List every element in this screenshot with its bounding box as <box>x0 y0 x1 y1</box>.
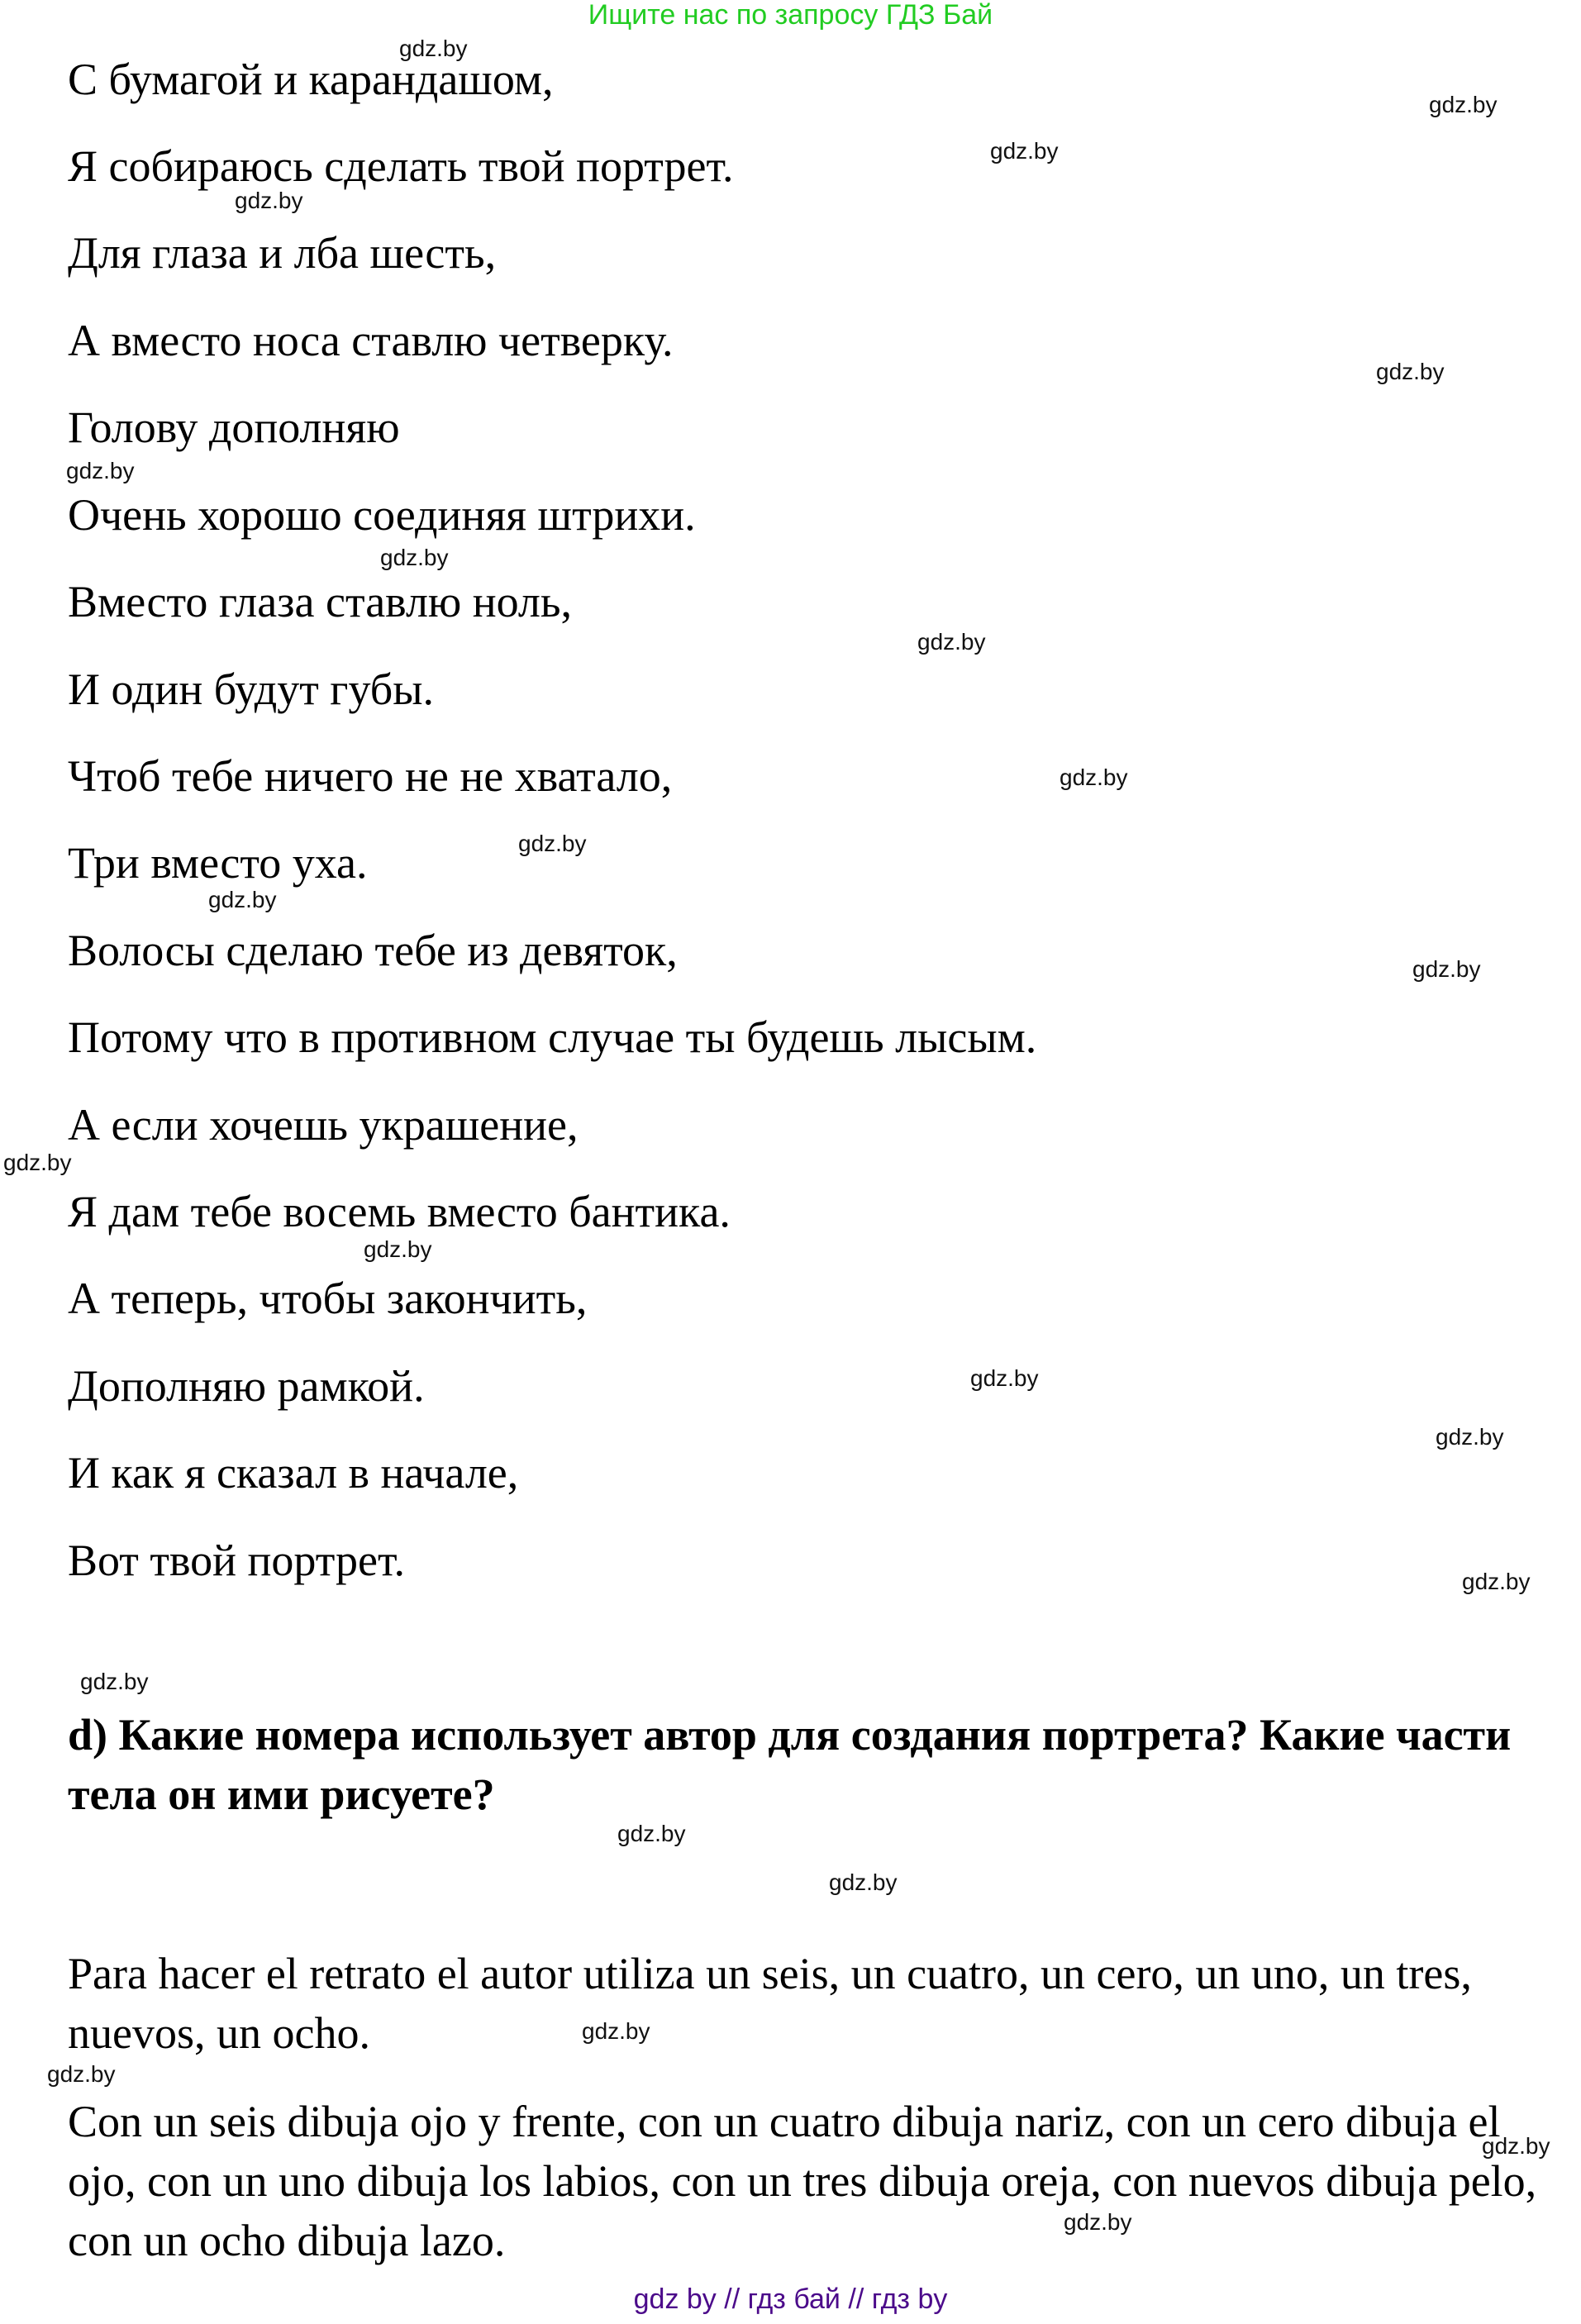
search-banner: Ищите нас по запросу ГДЗ Бай <box>588 0 993 31</box>
answer-paragraph: Con un seis dibuja ojo y frente, con un cuatro dibuja nariz, con un cero dibuja el ojo, con un uno dibuja los labios, con un tres dibuja oreja, con nuevos dibuja pelo, con un ocho dibuja lazo. <box>68 2097 1537 2265</box>
watermark: gdz.by <box>829 1869 898 1895</box>
watermark: gdz.by <box>1462 1569 1531 1594</box>
watermark: gdz.by <box>1412 956 1481 982</box>
watermark: gdz.by <box>380 545 449 570</box>
watermark: gdz.by <box>1436 1424 1504 1450</box>
poem-line: Три вместо уха. <box>68 838 368 888</box>
watermark: gdz.by <box>364 1236 432 1262</box>
poem-line: Очень хорошо соединяя штрихи. <box>68 490 696 540</box>
watermark: gdz.by <box>80 1669 149 1694</box>
poem-line: А если хочешь украшение, <box>68 1100 579 1150</box>
poem-line: Я собираюсь сделать твой портрет. <box>68 141 734 191</box>
watermark: gdz.by <box>1429 92 1498 117</box>
poem-line: Чтоб тебе ничего не не хватало, <box>68 751 673 801</box>
poem-line: С бумагой и карандашом, <box>68 55 554 104</box>
watermark: gdz.by <box>990 138 1059 164</box>
poem-line: Волосы сделаю тебе из девяток, <box>68 926 678 975</box>
poem-line: И как я сказал в начале, <box>68 1448 519 1498</box>
poem-line: А теперь, чтобы закончить, <box>68 1274 588 1323</box>
watermark: gdz.by <box>582 2018 650 2044</box>
watermark: gdz.by <box>1376 359 1445 384</box>
watermark: gdz.by <box>235 188 303 213</box>
poem-line: Вместо глаза ставлю ноль, <box>68 577 573 626</box>
poem-line: Вот твой портрет. <box>68 1536 405 1585</box>
footer-links: gdz by // гдз бай // гдз by <box>633 2284 948 2315</box>
watermark: gdz.by <box>970 1365 1039 1391</box>
question-heading: d) Какие номера использует автор для создания портрета? Какие части тела он ими рисуете? <box>68 1710 1512 1819</box>
poem-line: Дополняю рамкой. <box>68 1361 425 1411</box>
answer-paragraph: Para hacer el retrato el autor utiliza un seis, un cuatro, un cero, un uno, un tres, nuevos, un ocho. <box>68 1949 1472 2058</box>
watermark: gdz.by <box>1482 2133 1550 2159</box>
watermark: gdz.by <box>399 36 468 61</box>
poem-line: Для глаза и лба шесть, <box>68 228 497 278</box>
watermark: gdz.by <box>208 887 277 912</box>
poem-line: Потому что в противном случае ты будешь лысым. <box>68 1012 1037 1062</box>
watermark: gdz.by <box>1060 764 1128 790</box>
poem-line: И один будут губы. <box>68 664 434 714</box>
watermark: gdz.by <box>518 831 587 856</box>
watermark: gdz.by <box>917 629 986 655</box>
watermark: gdz.by <box>617 1821 686 1846</box>
watermark: gdz.by <box>47 2061 116 2087</box>
watermark: gdz.by <box>66 458 135 483</box>
watermark: gdz.by <box>1064 2209 1132 2235</box>
watermark: gdz.by <box>3 1150 72 1175</box>
poem-line: Я дам тебе восемь вместо бантика. <box>68 1187 731 1236</box>
poem-line: Голову дополняю <box>68 402 400 452</box>
poem-line: А вместо носа ставлю четверку. <box>68 316 674 365</box>
